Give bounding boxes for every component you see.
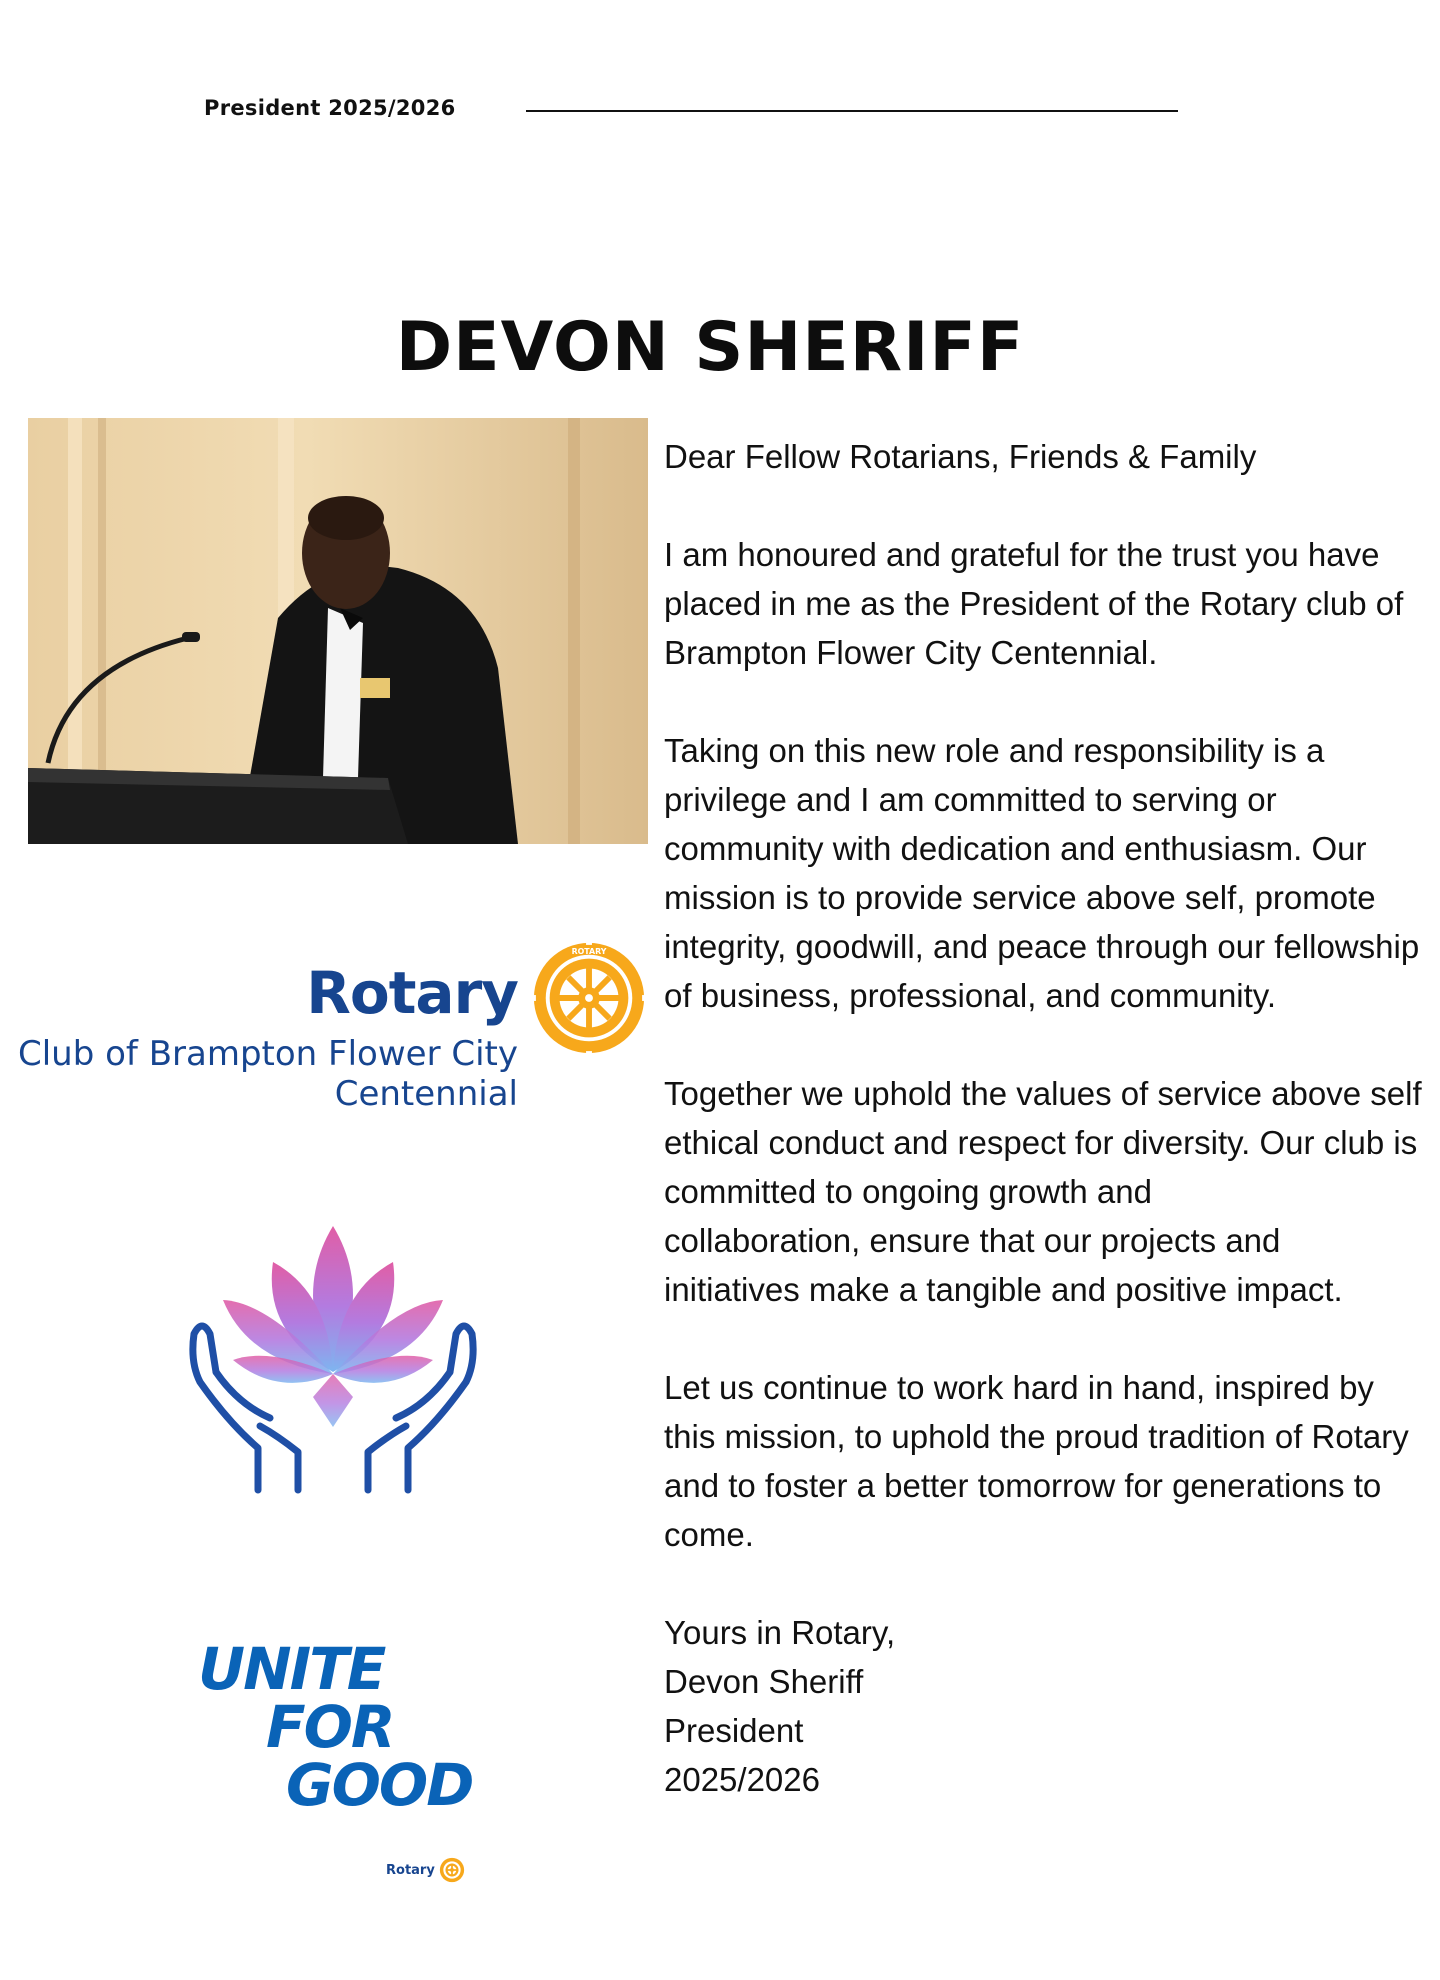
letter-greeting: Dear Fellow Rotarians, Friends & Family bbox=[664, 438, 1257, 475]
ufg-line3: GOOD bbox=[286, 1751, 473, 1819]
signature-year: 2025/2026 bbox=[664, 1761, 820, 1798]
letter-paragraph-1: I am honoured and grateful for the trust you have placed in me as the President of the Rotary club of Brampton Flower City Centennial. bbox=[664, 536, 1404, 671]
signature-name: Devon Sheriff bbox=[664, 1663, 864, 1700]
eyebrow-label: President 2025/2026 bbox=[204, 96, 456, 120]
club-name-line1: Club of Brampton Flower City bbox=[18, 1034, 518, 1074]
letter-paragraph-3b: collaboration, ensure that our projects and initiatives make a tangible and positive impact. bbox=[664, 1222, 1343, 1308]
ufg-line2: FOR bbox=[266, 1693, 394, 1761]
letter-closing: Yours in Rotary, bbox=[664, 1614, 896, 1651]
letter-signature bbox=[664, 1608, 1424, 1804]
header-rule bbox=[526, 110, 1178, 112]
rotary-club-logo bbox=[18, 935, 648, 1117]
president-letter bbox=[664, 432, 1424, 1804]
club-name-line2: Centennial bbox=[334, 1074, 518, 1114]
mini-rotary-mark bbox=[386, 1857, 465, 1883]
mini-rotary-word: Rotary bbox=[386, 1862, 435, 1878]
signature-title: President bbox=[664, 1712, 804, 1749]
ufg-line1: UNITE bbox=[198, 1635, 385, 1703]
page-title: DEVON SHERIFF bbox=[395, 307, 1025, 387]
unite-for-good-logo bbox=[198, 1635, 498, 1819]
letter-paragraph-3a: Together we uphold the values of service above self ethical conduct and respect for diversity. Our club is committed to ongoing growth and bbox=[664, 1075, 1422, 1210]
letter-paragraph-2: Taking on this new role and responsibility is a privilege and I am committed to serving or community with dedication and enthusiasm. Our mission is to provide service above self, promote integrity, goodwill, and peace through our fellowship of business, professional, and community. bbox=[664, 732, 1420, 1014]
wheel-ring-text: ROTARY bbox=[571, 946, 607, 956]
mini-rotary-wheel-icon bbox=[439, 1857, 465, 1883]
president-photo bbox=[28, 418, 648, 844]
rotary-wheel-icon bbox=[530, 939, 648, 1057]
club-name bbox=[18, 1034, 518, 1114]
lotus-hands-icon bbox=[188, 1222, 478, 1494]
rotary-wordmark: Rotary bbox=[306, 959, 518, 1027]
letter-paragraph-4: Let us continue to work hard in hand, inspired by this mission, to uphold the proud tradition of Rotary and to foster a better tomorrow for generations to come. bbox=[664, 1369, 1409, 1553]
